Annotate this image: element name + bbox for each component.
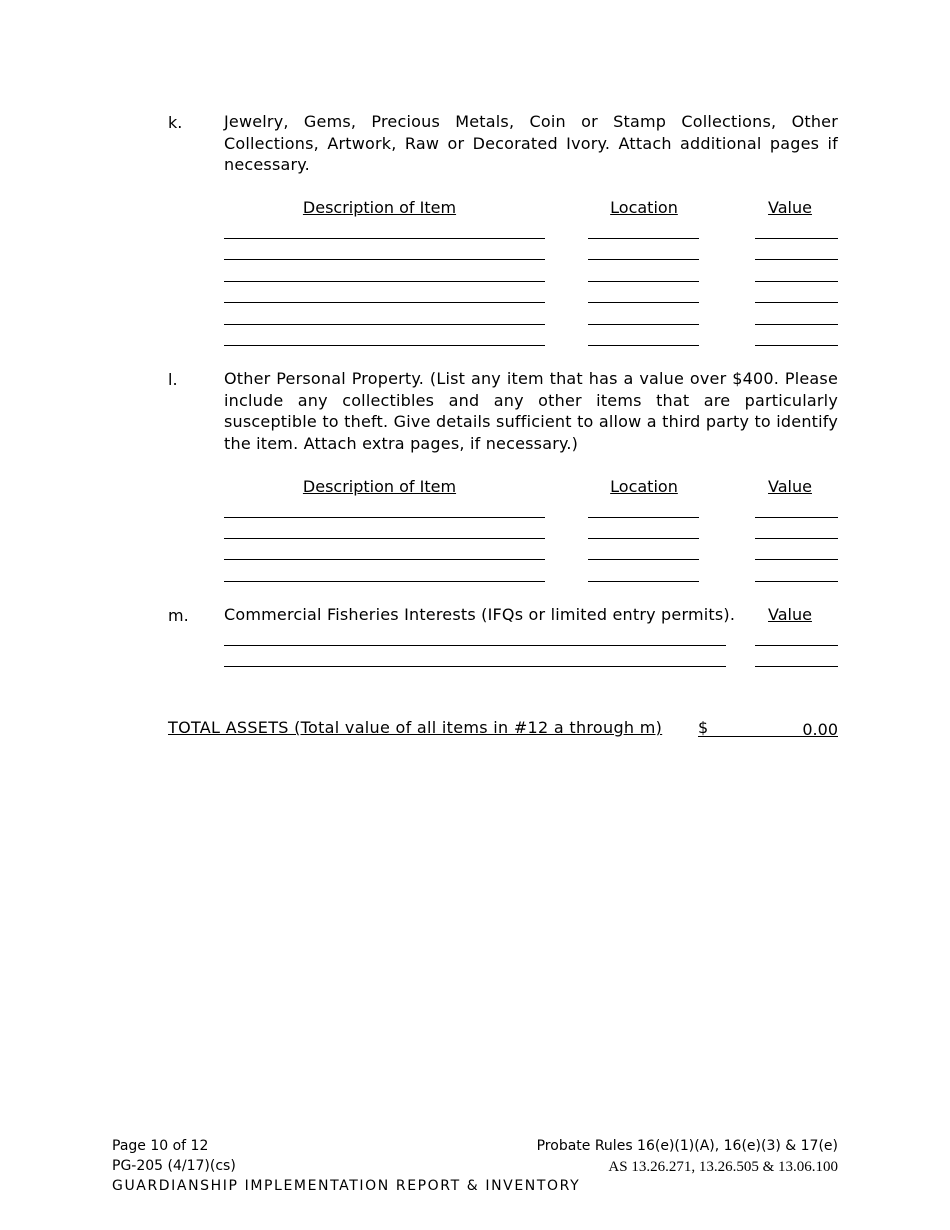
total-currency-symbol: $ <box>698 718 709 737</box>
m-value-line[interactable] <box>755 645 838 646</box>
k-location-line[interactable] <box>588 281 699 282</box>
k-description-line[interactable] <box>224 259 545 260</box>
section-l-text: Other Personal Property. (List any item that has a value over $400. Please include any collectibles and any other items that are particularly susceptible to theft. Give details sufficient to allow a third party to identify the item. Attach extra pages, if necessary.) <box>224 369 838 453</box>
l-location-header: Location <box>610 477 678 496</box>
section-k-label: k. <box>168 113 183 132</box>
k-value-header: Value <box>768 198 812 217</box>
k-location-line[interactable] <box>588 345 699 346</box>
k-location-header: Location <box>610 198 678 217</box>
k-description-line[interactable] <box>224 238 545 239</box>
l-location-line[interactable] <box>588 559 699 560</box>
footer-statutes: AS 13.26.271, 13.26.505 & 13.06.100 <box>608 1159 838 1175</box>
footer-form-number: PG-205 (4/17)(cs) <box>112 1158 236 1174</box>
k-location-line[interactable] <box>588 259 699 260</box>
section-m-label: m. <box>168 606 189 625</box>
k-value-line[interactable] <box>755 238 838 239</box>
k-description-header: Description of Item <box>302 198 457 217</box>
m-description-line[interactable] <box>224 666 726 667</box>
l-value-line[interactable] <box>755 538 838 539</box>
k-value-line[interactable] <box>755 259 838 260</box>
l-description-line[interactable] <box>224 559 545 560</box>
total-assets-label: TOTAL ASSETS (Total value of all items in #12 a through m) <box>168 718 663 737</box>
l-value-line[interactable] <box>755 517 838 518</box>
l-value-header: Value <box>768 477 812 496</box>
k-location-line[interactable] <box>588 238 699 239</box>
footer-page-number: Page 10 of 12 <box>112 1138 209 1154</box>
l-description-header: Description of Item <box>302 477 457 496</box>
l-value-line[interactable] <box>755 559 838 560</box>
k-location-line[interactable] <box>588 324 699 325</box>
m-description-line[interactable] <box>224 645 726 646</box>
section-k-text: Jewelry, Gems, Precious Metals, Coin or Stamp Collections, Other Collections, Artwork, Raw or Decorated Ivory. Attach additional pages if necessary. <box>224 112 838 174</box>
l-location-line[interactable] <box>588 581 699 582</box>
l-location-line[interactable] <box>588 517 699 518</box>
l-description-line[interactable] <box>224 581 545 582</box>
k-value-line[interactable] <box>755 302 838 303</box>
k-value-line[interactable] <box>755 281 838 282</box>
section-l-label: l. <box>168 370 178 389</box>
k-description-line[interactable] <box>224 281 545 282</box>
m-value-header: Value <box>768 605 812 624</box>
k-description-line[interactable] <box>224 324 545 325</box>
footer-probate-rules: Probate Rules 16(e)(1)(A), 16(e)(3) & 17(e) <box>536 1138 838 1154</box>
k-value-line[interactable] <box>755 345 838 346</box>
l-description-line[interactable] <box>224 538 545 539</box>
l-description-line[interactable] <box>224 517 545 518</box>
m-value-line[interactable] <box>755 666 838 667</box>
k-description-line[interactable] <box>224 345 545 346</box>
footer-form-title: GUARDIANSHIP IMPLEMENTATION REPORT & INVENTORY <box>112 1178 581 1194</box>
k-location-line[interactable] <box>588 302 699 303</box>
l-value-line[interactable] <box>755 581 838 582</box>
k-description-line[interactable] <box>224 302 545 303</box>
total-assets-amount[interactable]: 0.00 <box>802 720 838 739</box>
l-location-line[interactable] <box>588 538 699 539</box>
section-m-text: Commercial Fisheries Interests (IFQs or limited entry permits). <box>224 605 736 624</box>
k-value-line[interactable] <box>755 324 838 325</box>
